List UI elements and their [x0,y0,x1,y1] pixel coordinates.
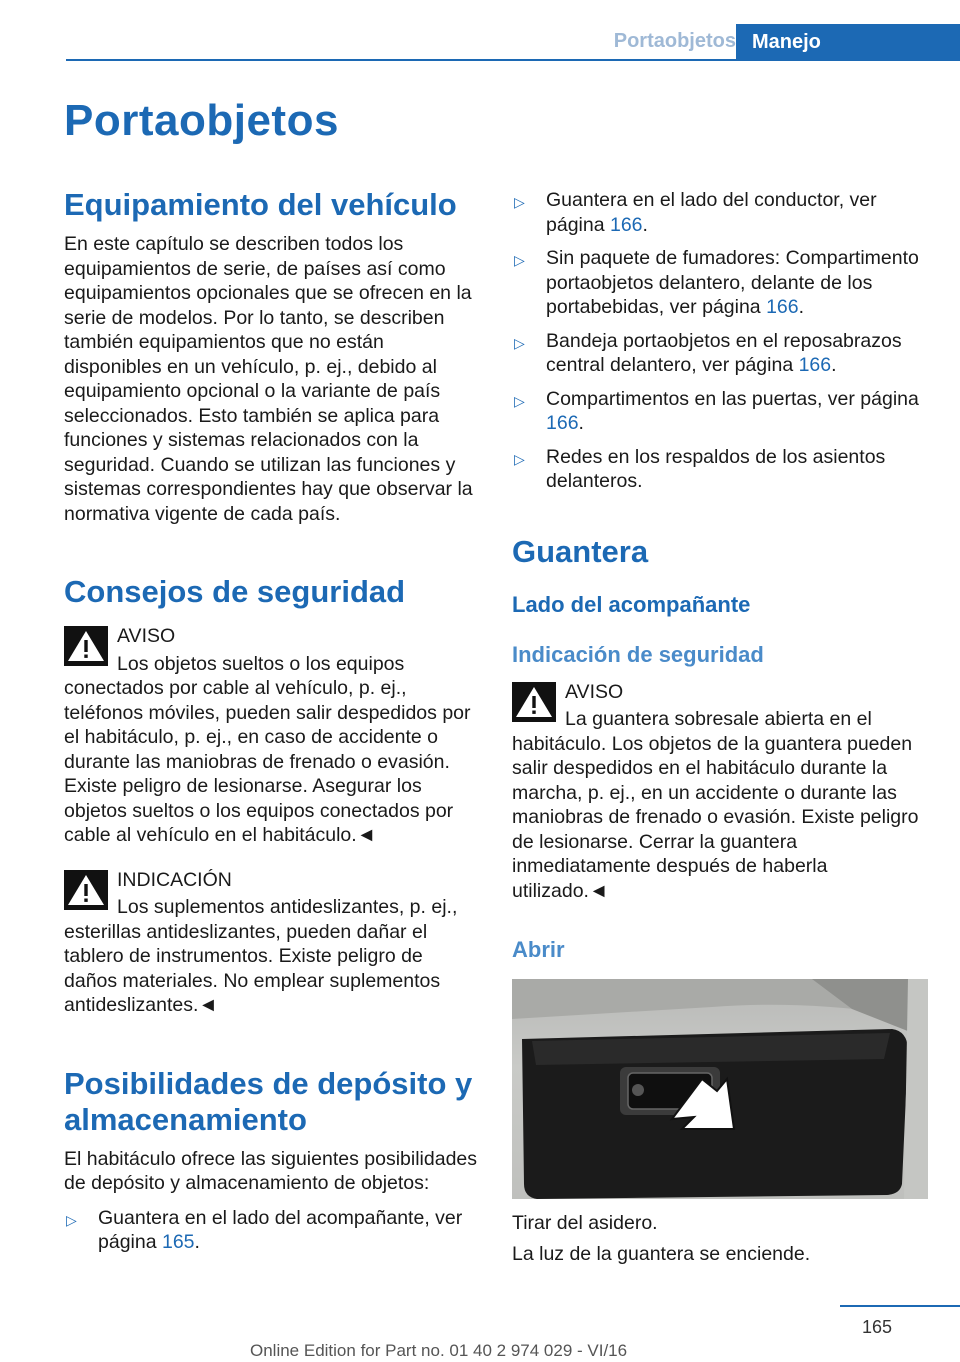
heading-posibilidades: Posibilidades de depósito y almacenamiento [64,1065,473,1137]
left-column [64,180,480,1264]
page-link[interactable]: 166 [766,296,799,318]
notice-label: INDICACIÓN [117,868,232,891]
triangle-bullet-icon: ▷ [514,392,525,409]
triangle-bullet-icon: ▷ [514,194,525,210]
heading-guantera: Guantera [512,533,649,569]
warning-block-guantera [512,680,928,904]
triangle-bullet-icon: ▷ [514,450,525,467]
subheading-lado-acompanante: Lado del acompañante [512,591,751,617]
triangle-bullet-icon: ▷ [514,334,525,351]
edition-line: Online Edition for Part no. 01 40 2 974 029 - VI/16 [250,1341,628,1360]
warning-block-aviso [64,624,480,848]
warning-label: AVISO [117,625,176,647]
triangle-bullet-icon: ▷ [66,1211,77,1228]
step-pull-handle: Tirar del asidero. [512,1212,658,1234]
glovebox-photo [512,979,928,1199]
chapter-tab[interactable]: Manejo [736,24,960,61]
page-number: 165 [862,1317,893,1337]
page-link[interactable]: 166 [546,412,579,434]
list-item: ▷ Compartimentos en las puertas, ver página 166. [514,387,919,434]
header-rule [66,59,960,61]
heading-consejos: Consejos de seguridad [64,574,406,609]
list-item: ▷ Bandeja portaobjetos en el reposabrazos central delantero, ver página 166. [514,329,902,376]
heading-equipamiento: Equipamiento del vehículo [64,187,457,222]
page-link[interactable]: 165 [161,1231,195,1253]
storage-list-continued [512,188,928,494]
page-title: Portaobjetos [64,96,339,145]
section-tab[interactable]: Portaobjetos [613,30,736,52]
warning-block-indicacion [64,868,480,1018]
posibilidades-paragraph: El habitáculo ofrece las siguientes posibilidades de depósito y almacenamiento de objetos: [64,1147,478,1194]
list-item: ▷ Guantera en el lado del conductor, ver página 166. [514,189,877,236]
running-header [66,24,960,61]
storage-list [64,1206,480,1255]
list-item: ▷ Redes en los respaldos de los asientos delanteros. [514,445,886,492]
warning-triangle-icon [512,682,556,722]
page-link[interactable]: 166 [798,354,832,376]
list-item: ▷ Guantera en el lado del acompañante, ver página 165. [66,1206,463,1253]
triangle-bullet-icon: ▷ [514,252,525,268]
notice-text: Los suplementos antideslizantes, p. ej., esterillas antideslizantes, pueden dañar el tablero de instrumentos. Existe peligro de daños materiales. No emplear suplementos antideslizantes.◄ [64,896,458,1016]
right-column [512,180,928,1266]
footer-rule [840,1305,960,1307]
page-link[interactable]: 166 [609,213,643,236]
warning-text: Los objetos sueltos o los equipos conectados por cable al vehículo, p. ej., teléfonos móviles, pueden salir despedidos por el habitáculo, p. ej., en caso de accidente o durante las maniobras de frenado o evasión. Existe peligro de lesionarse. Asegurar los objetos sueltos o los equipos conectados por cable al vehículo en el habitáculo.◄ [64,652,471,846]
warning-text: La guantera sobresale abierta en el habitáculo. Los objetos de la guantera pueden salir despedidos en el habitáculo durante la marcha, p. ej., en un accidente o durante las maniobras de frenado o evasión. Existe peligro de lesionarse. Cerrar la guantera inmediatamente después de haberla utilizado.◄ [512,708,919,902]
warning-triangle-icon [64,870,108,910]
glovebox-illustration [512,979,928,1199]
warning-triangle-icon [64,626,108,666]
subheading-abrir: Abrir [512,937,565,962]
subheading-indicacion-seguridad: Indicación de seguridad [512,641,764,667]
warning-label: AVISO [565,680,624,703]
intro-paragraph: En este capítulo se describen todos los equipamientos de serie, de países así como equipamientos opcionales que se ofrecen en la serie de modelos. Por lo tanto, se describen también equipamientos que no están disponibles en un vehículo, p. ej., debido al equipamiento opcional o la variante de país seleccionados. Esto también se aplica para funciones y sistemas relacionados con la seguridad. Cuando se utilizan las funciones y sistemas correspondientes hay que observar la normativa vigente de cada país. [64,233,473,525]
list-item: ▷ Sin paquete de fumadores: Compartimento portaobjetos delantero, delante de los portabebidas, ver página 166. [514,247,919,318]
step-light-on: La luz de la guantera se enciende. [512,1242,811,1265]
